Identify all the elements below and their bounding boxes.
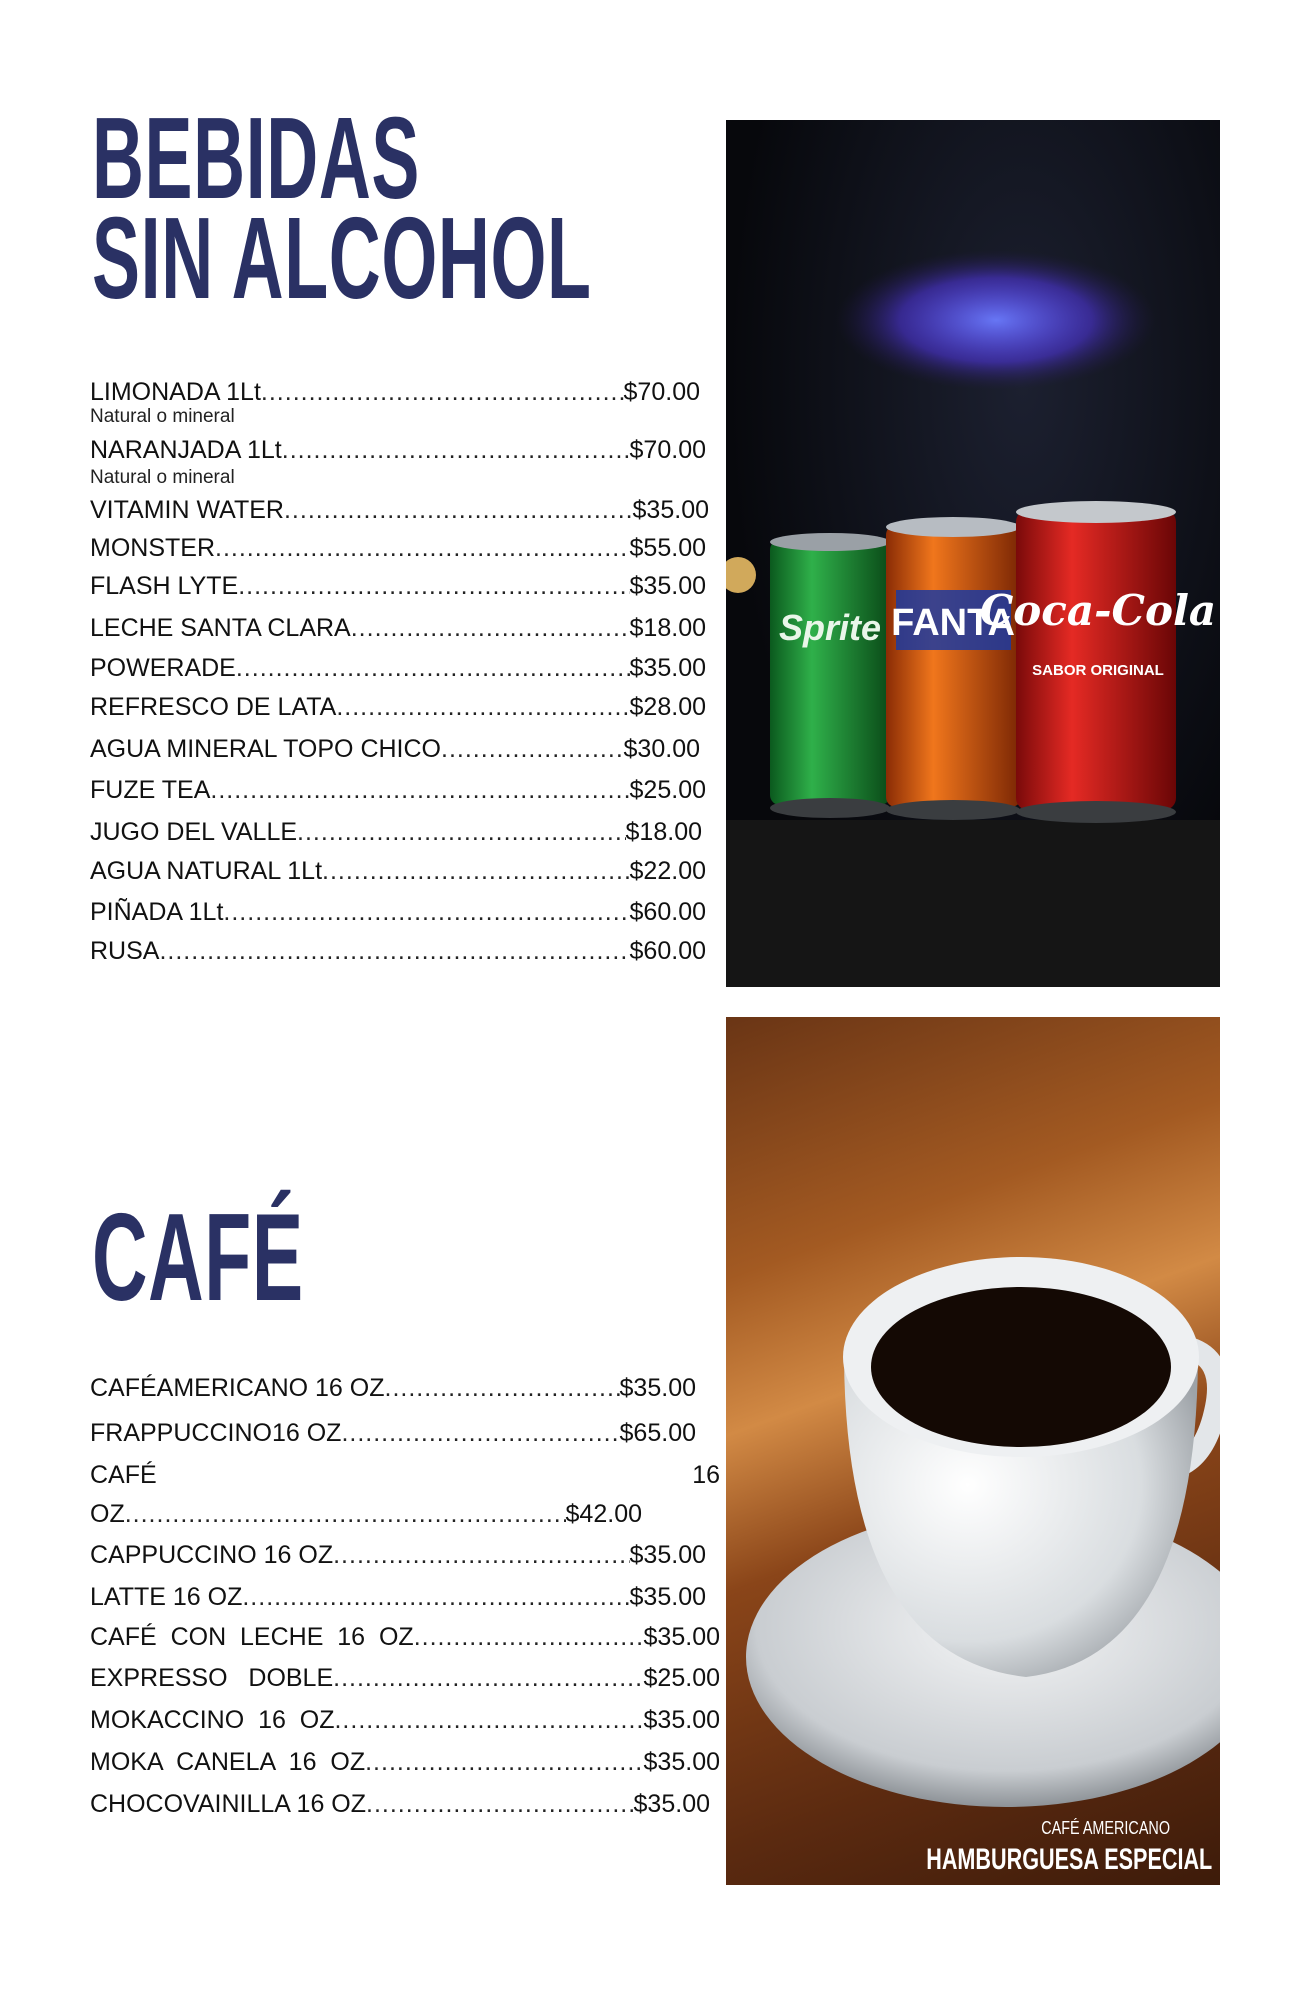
section-title-sin-alcohol: SIN ALCOHOL	[92, 193, 592, 323]
item-name: CAFÉAMERICANO 16 OZ	[90, 1374, 385, 1402]
item-price: $35.00	[643, 1748, 720, 1776]
svg-text:FANTA: FANTA	[891, 602, 1015, 644]
item-name: MOKACCINO 16 OZ	[90, 1706, 335, 1734]
item-name: CAFÉ	[90, 1461, 157, 1489]
photo-caption-big: HAMBURGUESA ESPECIAL	[925, 1843, 1212, 1876]
item-note: Natural o mineral	[90, 406, 235, 427]
item-name-size: 16	[692, 1461, 720, 1489]
menu-item	[90, 898, 706, 927]
menu-item	[90, 1748, 720, 1777]
can-sprite	[770, 533, 890, 818]
item-price: $35.00	[643, 1706, 720, 1734]
can-fanta	[886, 517, 1021, 820]
menu-item	[90, 572, 706, 601]
menu-item	[90, 1583, 706, 1612]
menu-item	[90, 1461, 720, 1490]
item-name: CAPPUCCINO 16 OZ	[90, 1541, 334, 1569]
item-price: $35.00	[643, 1623, 720, 1651]
item-price: $70.00	[623, 378, 700, 406]
photo-caption-small: CAFÉ AMERICANO	[1041, 1818, 1170, 1838]
item-name: AGUA MINERAL TOPO CHICO	[90, 735, 442, 763]
item-name: LECHE SANTA CLARA	[90, 614, 351, 642]
photo-soda-cans	[726, 120, 1220, 987]
item-note: Natural o mineral	[90, 467, 235, 488]
menu-item	[90, 496, 709, 525]
item-price: $60.00	[629, 898, 706, 926]
item-name: EXPRESSO DOBLE	[90, 1664, 334, 1692]
menu-item	[90, 1623, 720, 1652]
item-name: VITAMIN WATER	[90, 496, 284, 524]
menu-item	[90, 818, 702, 847]
menu-item	[90, 378, 700, 407]
menu-item	[90, 1541, 706, 1570]
item-price: $30.00	[623, 735, 700, 763]
menu-item	[90, 1419, 696, 1448]
item-price: $60.00	[629, 937, 706, 965]
item-price: $28.00	[629, 693, 706, 721]
menu-item	[90, 436, 706, 465]
item-price: $35.00	[629, 572, 706, 600]
item-price: $65.00	[619, 1419, 696, 1447]
menu-item	[90, 857, 706, 886]
item-price: $25.00	[643, 1664, 720, 1692]
section-title-bebidas: BEBIDAS	[92, 93, 421, 223]
item-name: FUZE TEA	[90, 776, 211, 804]
bokeh-light	[726, 557, 756, 593]
svg-text:SABOR ORIGINAL: SABOR ORIGINAL	[1032, 662, 1164, 679]
menu-item	[90, 1500, 642, 1529]
menu-item	[90, 534, 706, 563]
item-price: $18.00	[629, 614, 706, 642]
menu-item	[90, 1790, 710, 1819]
item-name: PIÑADA 1Lt	[90, 898, 224, 926]
menu-item	[90, 1664, 720, 1693]
svg-text:Coca-Cola: Coca-Cola	[979, 586, 1217, 635]
item-price: $35.00	[629, 1541, 706, 1569]
menu-item	[90, 735, 700, 764]
item-name: RUSA	[90, 937, 160, 965]
menu-item	[90, 654, 706, 683]
item-name: CAFÉ CON LECHE 16 OZ	[90, 1623, 414, 1651]
item-name: LATTE 16 OZ	[90, 1583, 243, 1611]
section-title-cafe: CAFÉ	[92, 1189, 304, 1327]
item-name: REFRESCO DE LATA	[90, 693, 337, 721]
item-name: MOKA CANELA 16 OZ	[90, 1748, 366, 1776]
item-price: $25.00	[629, 776, 706, 804]
item-name: POWERADE	[90, 654, 236, 682]
item-price: $18.00	[625, 818, 702, 846]
menu-item	[90, 693, 706, 722]
menu-item	[90, 614, 706, 643]
item-name: MONSTER	[90, 534, 215, 562]
menu-item	[90, 1706, 720, 1735]
item-name: NARANJADA 1Lt	[90, 436, 282, 464]
menu-item	[90, 776, 706, 805]
soda-cans-illustration	[726, 120, 1220, 987]
svg-text:Sprite: Sprite	[778, 607, 882, 648]
item-price: $42.00	[565, 1500, 642, 1528]
item-price: $55.00	[629, 534, 706, 562]
neon-sign-glow	[836, 250, 1156, 390]
item-price: $35.00	[632, 496, 709, 524]
item-price: $35.00	[633, 1790, 710, 1818]
item-name: FRAPPUCCINO16 OZ	[90, 1419, 342, 1447]
item-price: $35.00	[629, 1583, 706, 1611]
item-name: OZ	[90, 1500, 125, 1528]
coffee-illustration	[726, 1017, 1220, 1885]
item-price: $35.00	[619, 1374, 696, 1402]
item-price: $22.00	[629, 857, 706, 885]
item-price: $35.00	[629, 654, 706, 682]
menu-item	[90, 937, 706, 966]
photo-coffee-cup	[726, 1017, 1220, 1885]
item-name: JUGO DEL VALLE	[90, 818, 298, 846]
item-name: LIMONADA 1Lt	[90, 378, 261, 406]
item-name: AGUA NATURAL 1Lt	[90, 857, 323, 885]
coffee-surface	[871, 1287, 1171, 1447]
item-name: FLASH LYTE	[90, 572, 239, 600]
item-price: $70.00	[629, 436, 706, 464]
table-surface	[726, 820, 1220, 987]
menu-item	[90, 1374, 696, 1403]
item-name: CHOCOVAINILLA 16 OZ	[90, 1790, 367, 1818]
